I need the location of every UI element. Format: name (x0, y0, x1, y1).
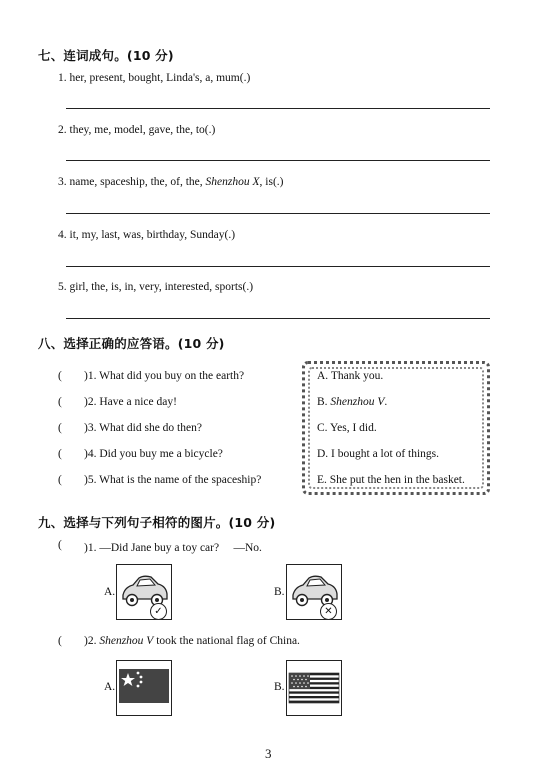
s9-q2-label-b: B. (274, 681, 285, 693)
s9-q2-label-a: A. (104, 681, 116, 693)
s7-question-2: 2. they, me, model, gave, the, to(.) (58, 124, 216, 136)
s8-question-5: )5. What is the name of the spaceship? (84, 474, 262, 486)
s7-answer-line-1[interactable] (66, 108, 490, 109)
s9-q1-label-a: A. (104, 586, 116, 598)
s7-question-4: 4. it, my, last, was, birthday, Sunday(.) (58, 229, 236, 241)
s7-answer-line-4[interactable] (66, 266, 490, 267)
s7-q3-italic: Shenzhou X (205, 176, 260, 188)
option-b: B. Shenzhou V. (317, 396, 388, 408)
section9-title: 九、选择与下列句子相符的图片。(10 分) (38, 515, 276, 530)
s8-question-2: )2. Have a nice day! (84, 396, 177, 408)
s7-question-1: 1. her, present, bought, Linda's, a, mum(.) (58, 72, 251, 84)
cross-icon: ✕ (320, 603, 337, 620)
s8-paren-2[interactable]: ( (58, 396, 62, 408)
options-box (302, 361, 490, 495)
s7-answer-line-2[interactable] (66, 160, 490, 161)
s8-paren-4[interactable]: ( (58, 448, 62, 460)
option-a: A. Thank you. (317, 370, 384, 382)
china-flag-picture[interactable] (116, 660, 172, 716)
china-flag-icon (117, 661, 171, 715)
s7-answer-line-3[interactable] (66, 213, 490, 214)
option-e: E. She put the hen in the basket. (317, 474, 465, 486)
s8-question-4: )4. Did you buy me a bicycle? (84, 448, 223, 460)
s7-question-5: 5. girl, the, is, in, very, interested, sports(.) (58, 281, 254, 293)
s8-paren-3[interactable]: ( (58, 422, 62, 434)
check-icon: ✓ (150, 603, 167, 620)
option-c: C. Yes, I did. (317, 422, 377, 434)
usa-flag-icon (287, 661, 341, 715)
usa-flag-picture[interactable] (286, 660, 342, 716)
s9-question-1: )1. —Did Jane buy a toy car? —No. (84, 542, 262, 554)
page-number: 3 (265, 746, 272, 761)
s8-question-3: )3. What did she do then? (84, 422, 202, 434)
s8-question-1: )1. What did you buy on the earth? (84, 370, 245, 382)
s7-question-3: 3. name, spaceship, the, of, the, Shenzhou X, is(.) (58, 176, 284, 188)
s7-answer-line-5[interactable] (66, 318, 490, 319)
s8-paren-5[interactable]: ( (58, 474, 62, 486)
s9-paren-1[interactable]: ( (58, 539, 62, 551)
section7-title: 七、连词成句。(10 分) (38, 48, 174, 63)
s9-paren-2[interactable]: ( (58, 635, 62, 647)
s9-q1-label-b: B. (274, 586, 285, 598)
s8-paren-1[interactable]: ( (58, 370, 62, 382)
section8-title: 八、选择正确的应答语。(10 分) (38, 336, 225, 351)
s9-question-2: )2. Shenzhou V took the national flag of China. (84, 635, 300, 647)
option-d: D. I bought a lot of things. (317, 448, 440, 460)
